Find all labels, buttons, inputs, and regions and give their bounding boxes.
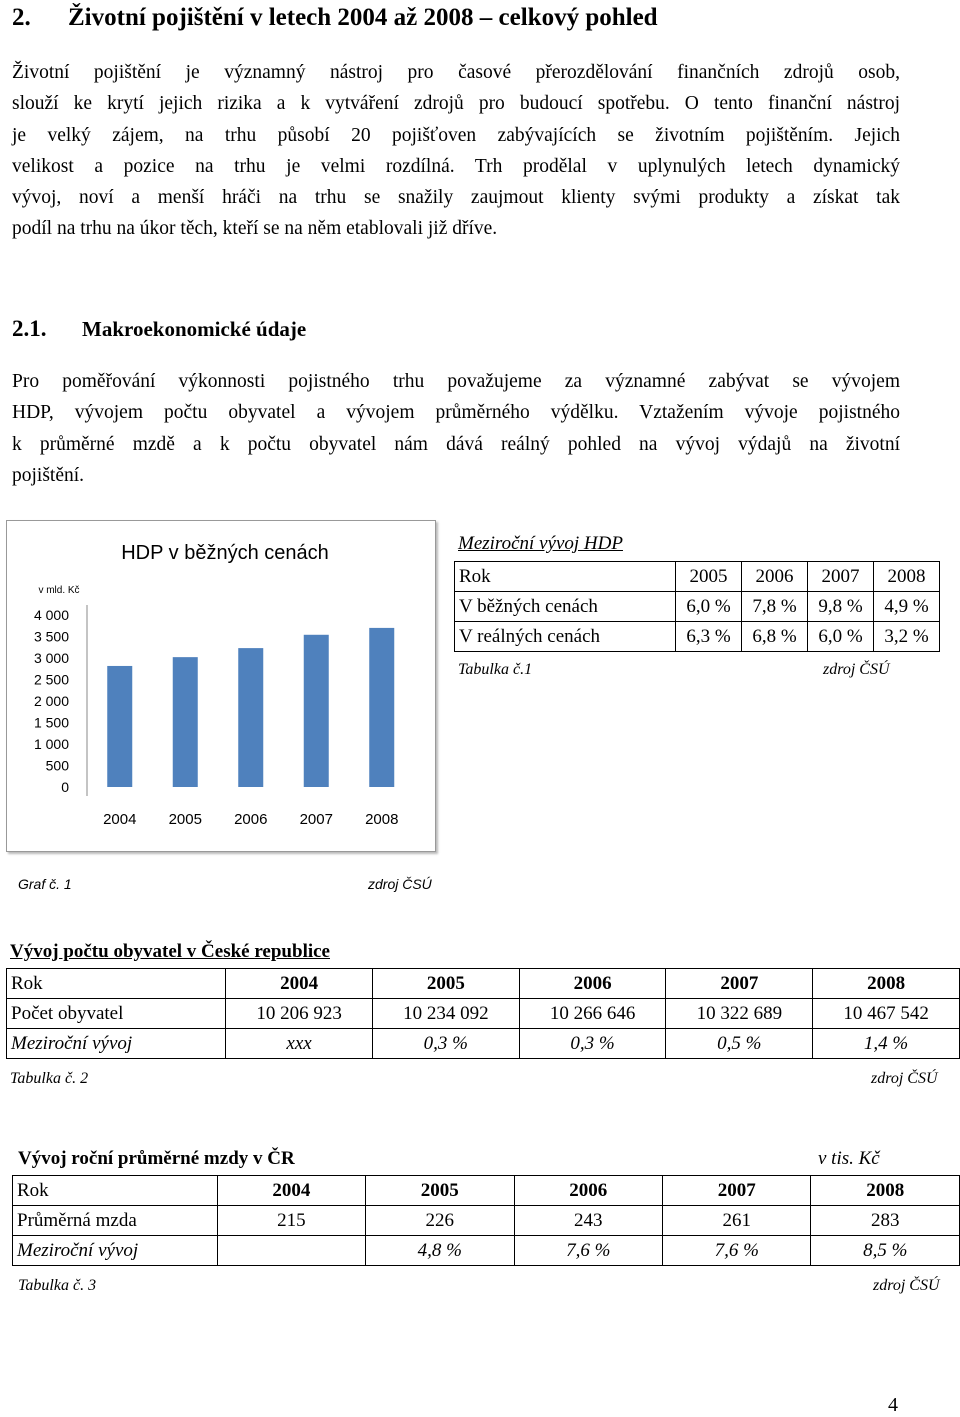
table-cell: V reálných cenách xyxy=(455,622,676,652)
paragraph-line: velikost a pozice na trhu je velmi rozdílná. Trh prodělal v uplynulých letech dynamický xyxy=(12,155,900,177)
table-cell: 9,8 % xyxy=(808,592,874,622)
table-cell: 10 467 542 xyxy=(813,999,960,1029)
table3-source: zdroj ČSÚ xyxy=(873,1277,940,1294)
table-cell: 4,8 % xyxy=(366,1236,514,1266)
section-title: Životní pojištění v letech 2004 až 2008 – celkový pohled xyxy=(68,4,658,31)
table1-title: Meziroční vývoj HDP xyxy=(458,533,623,554)
table-cell: 6,0 % xyxy=(676,592,742,622)
table1-caption: Tabulka č.1 xyxy=(458,661,533,678)
table-cell: Počet obyvatel xyxy=(7,999,226,1029)
table-cell: 1,4 % xyxy=(813,1029,960,1059)
table-cell: 6,3 % xyxy=(676,622,742,652)
table-cell: 7,6 % xyxy=(514,1236,662,1266)
table3-caption: Tabulka č. 3 xyxy=(18,1277,97,1294)
chart-title: HDP v běžných cenách xyxy=(121,542,329,564)
y-tick-label: 3 000 xyxy=(33,650,69,666)
paragraph-line: Životní pojištění je významný nástroj pro časové přerozdělování finančních zdrojů osob, xyxy=(12,62,900,83)
table-cell: 0,5 % xyxy=(666,1029,813,1059)
x-tick-label: 2006 xyxy=(234,811,268,828)
x-tick-label: 2007 xyxy=(299,811,333,828)
table-cell: 2007 xyxy=(808,562,874,592)
table3-unit: v tis. Kč xyxy=(818,1148,880,1169)
macro-paragraph xyxy=(12,366,900,491)
paragraph-line: vývoj, noví a menší hráči na trhu se snažily zaujmout klienty svými produkty a získat tak xyxy=(12,187,900,209)
table-cell: 4,9 % xyxy=(874,592,940,622)
table-row xyxy=(7,1029,960,1059)
table-header-row xyxy=(455,562,940,592)
paragraph-line: pojištění. xyxy=(12,464,85,486)
table-cell: 2004 xyxy=(226,969,373,999)
table-cell: 2004 xyxy=(217,1176,365,1206)
table-cell: 0,3 % xyxy=(519,1029,666,1059)
table-cell: Rok xyxy=(455,562,676,592)
table-row xyxy=(455,622,940,652)
table-cell: 2006 xyxy=(519,969,666,999)
table-cell: 6,8 % xyxy=(742,622,808,652)
table-header-row xyxy=(7,969,960,999)
chart-bar-2006 xyxy=(238,648,263,787)
table3-title: Vývoj roční průměrné mzdy v ČR xyxy=(18,1148,295,1169)
paragraph-line: slouží ke krytí jejich rizika a k vytváření zdrojů pro budoucí spotřebu. O tento finanční nástroj xyxy=(12,93,900,115)
table-cell: V běžných cenách xyxy=(455,592,676,622)
table-cell: 3,2 % xyxy=(874,622,940,652)
chart-y-axis-label: v mld. Kč xyxy=(38,585,80,596)
table-cell: 2008 xyxy=(811,1176,960,1206)
chart-bar-2007 xyxy=(304,635,329,787)
table-cell: 243 xyxy=(514,1206,662,1236)
hdp-growth-table xyxy=(454,561,940,652)
table2-source: zdroj ČSÚ xyxy=(871,1070,938,1087)
table-cell: 2006 xyxy=(514,1176,662,1206)
subsection-heading xyxy=(12,316,306,342)
y-tick-label: 2 500 xyxy=(33,671,69,688)
table-cell: 2005 xyxy=(372,969,519,999)
x-tick-label: 2004 xyxy=(103,811,137,828)
table-cell: 8,5 % xyxy=(811,1236,960,1266)
section-number: 2. xyxy=(12,4,31,31)
table2-caption: Tabulka č. 2 xyxy=(10,1070,89,1087)
table-cell: 6,0 % xyxy=(808,622,874,652)
hdp-chart xyxy=(6,520,436,852)
chart-caption: Graf č. 1 xyxy=(18,876,72,892)
table-cell: 10 206 923 xyxy=(226,999,373,1029)
intro-paragraph xyxy=(12,57,900,245)
table-cell: 10 266 646 xyxy=(519,999,666,1029)
table-cell: Rok xyxy=(13,1176,218,1206)
table1-source: zdroj ČSÚ xyxy=(823,661,890,678)
table-cell: 7,6 % xyxy=(663,1236,811,1266)
table-cell: 2007 xyxy=(663,1176,811,1206)
table-cell: Meziroční vývoj xyxy=(7,1029,226,1059)
table-cell: 2008 xyxy=(813,969,960,999)
chart-bar-2008 xyxy=(369,628,394,787)
table-cell: 0,3 % xyxy=(372,1029,519,1059)
table-cell: Průměrná mzda xyxy=(13,1206,218,1236)
y-tick-label: 0 xyxy=(61,779,69,795)
table-cell: 7,8 % xyxy=(742,592,808,622)
table2-title: Vývoj počtu obyvatel v České republice xyxy=(10,941,330,962)
y-tick-label: 1 000 xyxy=(33,736,69,752)
table-cell: 2005 xyxy=(676,562,742,592)
hdp-chart-svg xyxy=(7,521,435,851)
table-cell: Meziroční vývoj xyxy=(13,1236,218,1266)
chart-bar-2005 xyxy=(173,657,198,787)
y-tick-label: 500 xyxy=(45,757,69,774)
table-row xyxy=(13,1206,960,1236)
table-row xyxy=(455,592,940,622)
population-table xyxy=(6,968,960,1059)
y-tick-label: 3 500 xyxy=(33,628,69,645)
table-header-row xyxy=(13,1176,960,1206)
table-row xyxy=(7,999,960,1029)
table-cell: 2006 xyxy=(742,562,808,592)
chart-bar-2004 xyxy=(107,666,132,787)
table-cell: xxx xyxy=(226,1029,373,1059)
x-tick-label: 2008 xyxy=(365,811,399,828)
section-heading xyxy=(12,4,658,32)
table-cell: 10 234 092 xyxy=(372,999,519,1029)
subsection-title: Makroekonomické údaje xyxy=(82,317,307,341)
paragraph-line: Pro poměřování výkonnosti pojistného trhu považujeme za významné zabývat se vývojem xyxy=(12,371,900,392)
y-tick-label: 4 000 xyxy=(33,607,69,623)
x-tick-label: 2005 xyxy=(168,811,202,828)
subsection-number: 2.1. xyxy=(12,316,47,341)
table-cell: Rok xyxy=(7,969,226,999)
table-cell: 2005 xyxy=(366,1176,514,1206)
table-cell: 283 xyxy=(811,1206,960,1236)
table-cell xyxy=(217,1236,365,1266)
table-cell: 10 322 689 xyxy=(666,999,813,1029)
paragraph-line: k průměrné mzdě a k počtu obyvatel nám dává reálný pohled na vývoj výdajů na životní xyxy=(12,433,900,455)
table-cell: 226 xyxy=(366,1206,514,1236)
paragraph-line: podíl na trhu na úkor těch, kteří se na něm etablovali již dříve. xyxy=(12,218,498,240)
y-tick-label: 2 000 xyxy=(33,693,69,709)
table-cell: 2008 xyxy=(874,562,940,592)
paragraph-line: je velký zájem, na trhu působí 20 pojišťoven zabývajících se životním pojištěním. Jejich xyxy=(12,124,900,146)
paragraph-line: HDP, vývojem počtu obyvatel a vývojem průměrného výdělku. Vztažením vývoje pojistného xyxy=(12,402,900,424)
table-cell: 261 xyxy=(663,1206,811,1236)
wage-table xyxy=(12,1175,960,1266)
page-number: 4 xyxy=(888,1394,898,1416)
table-cell: 215 xyxy=(217,1206,365,1236)
table-cell: 2007 xyxy=(666,969,813,999)
y-tick-label: 1 500 xyxy=(33,714,69,731)
table-row xyxy=(13,1236,960,1266)
chart-source: zdroj ČSÚ xyxy=(368,876,432,892)
